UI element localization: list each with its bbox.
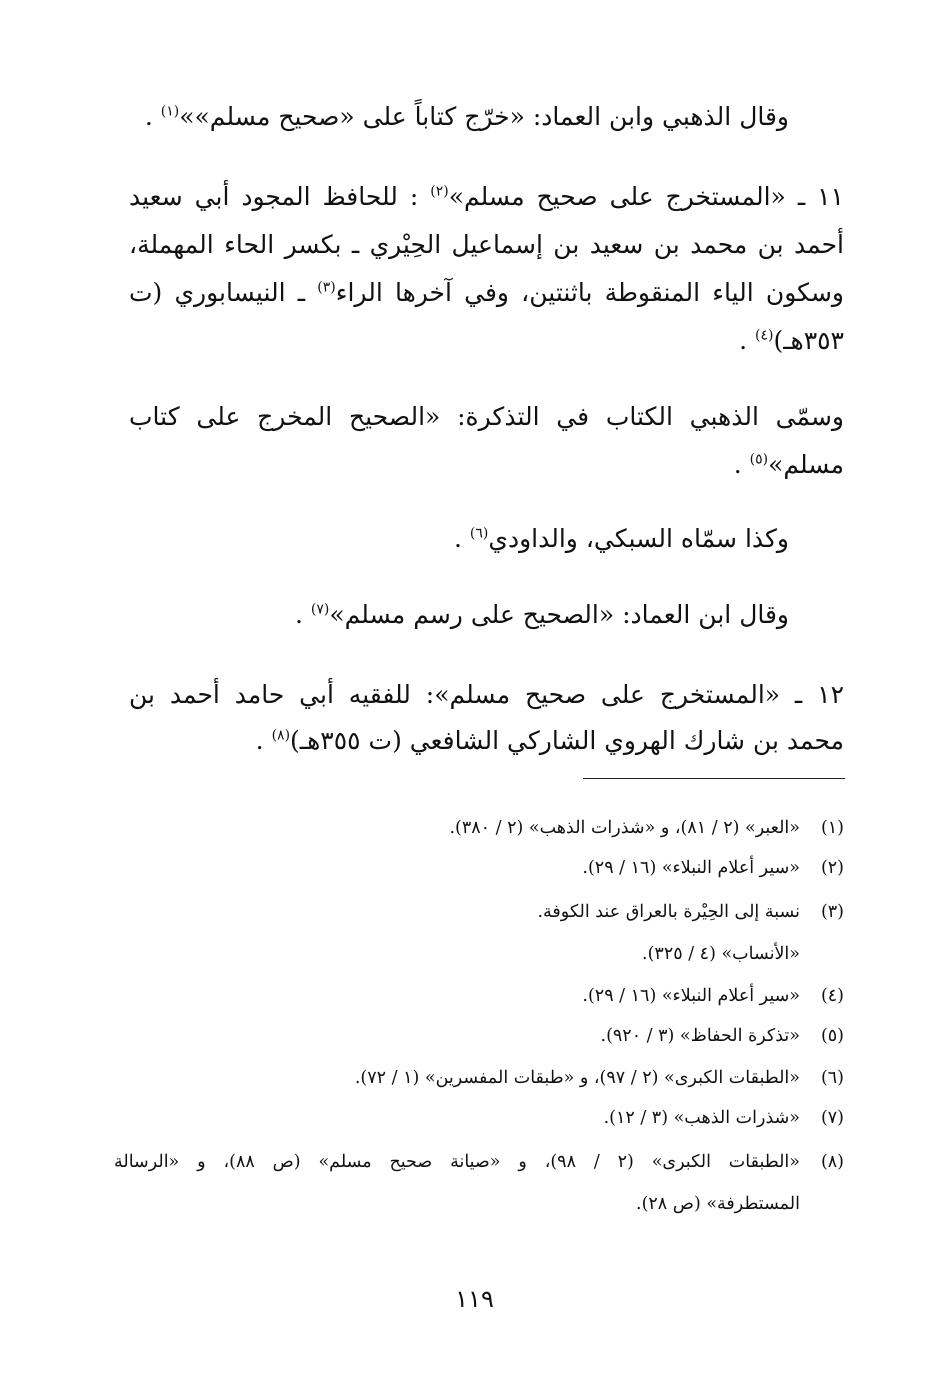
footnote-number: (٣)	[820, 902, 844, 922]
body-line	[145, 100, 789, 134]
period: .	[255, 726, 264, 755]
footnote	[449, 816, 844, 840]
body-line	[129, 180, 844, 214]
footnote-text: المستطرفة» (ص ٢٨).	[636, 1194, 800, 1214]
body-line	[256, 724, 844, 758]
body-text: وسكون الياء المنقوطة باثنتين، وفي آخرها الراء	[335, 278, 844, 307]
footnote-ref: (١)	[160, 103, 180, 120]
footnote-number: (١)	[820, 818, 844, 838]
footnote	[604, 1106, 844, 1130]
body-text: محمد بن شارك الهروي الشاركي الشافعي (ت ٣٥٥هـ)	[290, 726, 844, 755]
footnote-ref: (٣)	[317, 279, 336, 296]
body-text: ٣٥٣هـ)	[773, 326, 844, 355]
body-line	[734, 448, 844, 482]
body-line	[129, 228, 844, 262]
page-number: ١١٩	[455, 1285, 494, 1313]
footnote	[601, 1024, 844, 1048]
footnote	[636, 1192, 844, 1216]
body-text: : للحافظ المجود أبي سعيد	[129, 182, 419, 211]
footnote-ref: (٤)	[754, 327, 774, 344]
footnote	[114, 1150, 844, 1174]
period: .	[295, 600, 303, 629]
body-text: وكذا سمّاه السبكي، والداودي	[488, 524, 789, 553]
footnote	[582, 856, 844, 880]
footnote-text: «الأنساب» (٤ / ٣٢٥).	[642, 944, 800, 964]
body-text: ١١ ـ «المستخرج على صحيح مسلم»	[448, 182, 844, 211]
footnote	[582, 984, 844, 1008]
body-text: ١٢ ـ «المستخرج على صحيح مسلم»: للفقيه أبي حامد أحمد بن	[129, 680, 844, 709]
period: .	[144, 102, 153, 131]
footnote-text: نسبة إلى الحِيْرة بالعراق عند الكوفة.	[537, 902, 800, 922]
footnote	[642, 942, 844, 966]
period: .	[733, 450, 742, 479]
body-line	[129, 678, 844, 712]
body-line	[295, 598, 789, 632]
body-line	[739, 324, 844, 358]
footnote-text: «تذكرة الحفاظ» (٣ / ٩٢٠).	[600, 1026, 800, 1046]
body-text: ـ النيسابوري (ت	[129, 278, 306, 307]
footnote-text: «شذرات الذهب» (٣ / ١٢).	[603, 1108, 800, 1128]
footnote-number: (٢)	[820, 858, 844, 878]
period: .	[454, 524, 462, 553]
body-text: أحمد بن محمد بن سعيد بن إسماعيل الحِيْري ـ بكسر الحاء المهملة،	[129, 230, 844, 259]
footnote-text: «سير أعلام النبلاء» (١٦ / ٢٩).	[582, 858, 800, 878]
body-text: مسلم»	[768, 450, 844, 479]
footnote-number: (٦)	[820, 1068, 844, 1088]
body-line	[454, 522, 789, 556]
footnote	[537, 900, 844, 924]
footnote-number: (٥)	[820, 1026, 844, 1046]
footnote-ref: (٧)	[310, 601, 330, 618]
body-line	[129, 400, 844, 434]
footnote-separator	[583, 778, 845, 779]
body-text: وقال الذهبي وابن العماد: «خرّج كتاباً على «صحيح مسلم»»	[179, 102, 789, 131]
body-text: وسمّى الذهبي الكتاب في التذكرة: «الصحيح المخرج على كتاب	[129, 402, 844, 431]
footnote-number: (٧)	[820, 1108, 844, 1128]
footnote-text: «الطبقات الكبرى» (٢ / ٩٨)، و «صيانة صحيح مسلم» (ص ٨٨)، و «الرسالة	[114, 1152, 800, 1172]
period: .	[739, 326, 748, 355]
footnote-ref: (٨)	[271, 727, 291, 744]
body-line	[129, 276, 844, 310]
footnote-number: (٤)	[820, 986, 844, 1006]
footnote-ref: (٦)	[469, 525, 489, 542]
footnote-number: (٨)	[820, 1152, 844, 1172]
footnote-ref: (٢)	[430, 183, 449, 200]
body-text: وقال ابن العماد: «الصحيح على رسم مسلم»	[329, 600, 789, 629]
footnote-text: «سير أعلام النبلاء» (١٦ / ٢٩).	[582, 986, 800, 1006]
footnote-text: «الطبقات الكبرى» (٢ / ٩٧)، و «طبقات المفسرين» (١ / ٧٢).	[354, 1068, 800, 1088]
footnote	[355, 1066, 844, 1090]
footnote-ref: (٥)	[749, 451, 769, 468]
footnote-text: «العبر» (٢ / ٨١)، و «شذرات الذهب» (٢ / ٣٨٠).	[449, 818, 800, 838]
